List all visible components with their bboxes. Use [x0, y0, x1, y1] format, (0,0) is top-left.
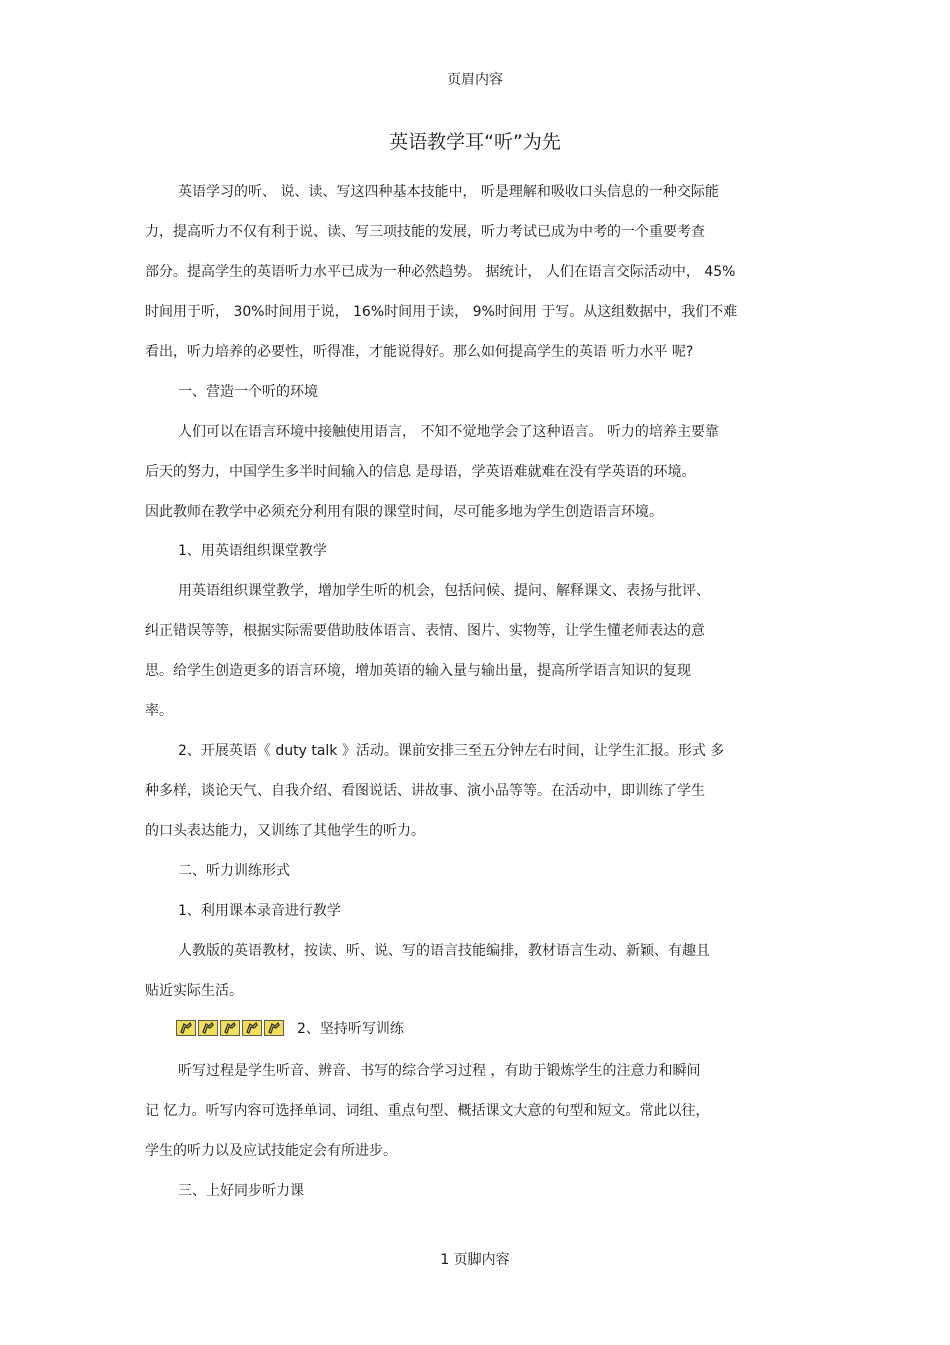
section-heading-dictation: 2、坚持听写训练 — [297, 1021, 404, 1037]
text-line: 一、营造一个听的环境 — [178, 384, 318, 400]
text-line: 时间用于听， 30%时间用于说， 16%时间用于读， 9%时间用 于写。从这组数据中，我们不难 — [145, 304, 738, 320]
text-line: 用英语组织课堂教学，增加学生听的机会，包括问候、提问、解释课文、表扬与批评、 — [178, 583, 710, 599]
pencil-icon — [176, 1020, 196, 1036]
text-line: 的口头表达能力，又训练了其他学生的听力。 — [145, 823, 425, 839]
text-line: 三、上好同步听力课 — [178, 1183, 304, 1199]
text-line: 率。 — [145, 703, 173, 719]
text-line: 1、用英语组织课堂教学 — [178, 543, 327, 559]
text-line: 人们可以在语言环境中接触使用语言， 不知不觉地学会了这种语言。 听力的培养主要靠 — [178, 424, 719, 440]
text-line: 力，提高听力不仅有利于说、读、写三项技能的发展，听力考试已成为中考的一个重要考查 — [145, 224, 705, 240]
text-line: 看出，听力培养的必要性，听得准，才能说得好。那么如何提高学生的英语 听力水平 呢? — [145, 344, 694, 360]
pencil-icon — [198, 1020, 218, 1036]
text-line: 英语学习的听、 说、读、写这四种基本技能中， 听是理解和吸收口头信息的一种交际能 — [178, 184, 719, 200]
document-title: 英语教学耳“听”为先 — [389, 131, 561, 153]
text-line: 贴近实际生活。 — [145, 983, 243, 999]
text-line: 听写过程是学生听音、辨音、书写的综合学习过程 ，有助于锻炼学生的注意力和瞬间 — [178, 1063, 701, 1079]
text-line: 种多样，谈论天气、自我介绍、看图说话、讲故事、演小品等等。在活动中，即训练了学生 — [145, 783, 705, 799]
text-line: 记 忆力。听写内容可选择单词、词组、重点句型、概括课文大意的句型和短文。常此以往， — [145, 1103, 710, 1119]
text-line: 二、听力训练形式 — [178, 863, 290, 879]
text-line: 部分。提高学生的英语听力水平已成为一种必然趋势。 据统计， 人们在语言交际活动中， 45% — [145, 264, 736, 280]
icon-row — [176, 1020, 284, 1036]
pencil-icon — [264, 1020, 284, 1036]
text-line: 2、开展英语《 duty talk 》活动。课前安排三至五分钟左右时间，让学生汇报。形式 多 — [178, 743, 725, 759]
text-line: 1、利用课本录音进行教学 — [178, 903, 341, 919]
text-line: 纠正错误等等，根据实际需要借助肢体语言、表情、图片、实物等，让学生懂老师表达的意 — [145, 623, 705, 639]
text-line: 人教版的英语教材，按读、听、说、写的语言技能编排，教材语言生动、新颖、有趣且 — [178, 943, 710, 959]
text-line: 学生的听力以及应试技能定会有所进步。 — [145, 1143, 397, 1159]
pencil-icon — [242, 1020, 262, 1036]
pencil-icon — [220, 1020, 240, 1036]
text-line: 因此教师在教学中必须充分利用有限的课堂时间，尽可能多地为学生创造语言环境。 — [145, 504, 663, 520]
page-header: 页眉内容 — [447, 72, 503, 88]
text-line: 思。给学生创造更多的语言环境，增加英语的输入量与输出量，提高所学语言知识的复现 — [145, 663, 691, 679]
text-line: 后天的努力，中国学生多半时间输入的信息 是母语，学英语难就难在没有学英语的环境。 — [145, 464, 696, 480]
page-footer: 1 页脚内容 — [440, 1252, 510, 1268]
